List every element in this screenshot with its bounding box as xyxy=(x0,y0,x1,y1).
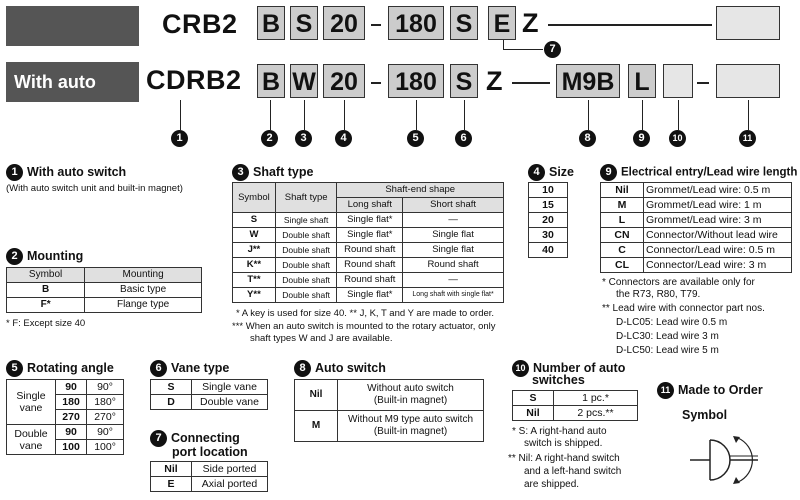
sec11-title-text: Made to Order xyxy=(678,382,763,397)
sec8-title xyxy=(294,360,386,377)
cell: M xyxy=(295,411,338,442)
cell: Double shaft xyxy=(275,258,337,273)
sec1-number: 1 xyxy=(6,164,23,181)
sec9-note-1: * Connectors are available only for xyxy=(602,277,755,288)
code-vane: S xyxy=(450,6,478,40)
switch-count-table xyxy=(512,390,638,421)
cell: 40 xyxy=(529,243,568,258)
sec4-title xyxy=(528,164,574,181)
cell: 90 xyxy=(56,425,87,440)
leader xyxy=(678,100,679,130)
cell: 20 xyxy=(529,213,568,228)
sec6-title xyxy=(150,360,229,377)
th-shaft-type: Shaft type xyxy=(275,183,337,213)
cell: Single vane xyxy=(7,380,56,425)
cell: 1 pc.* xyxy=(554,391,638,406)
leader xyxy=(416,100,417,130)
cell: T** xyxy=(233,273,276,288)
sec10-title-line2: switches xyxy=(532,373,585,387)
code-made-to-order-blank xyxy=(716,6,780,40)
sec10-note-4: and a left-hand switch xyxy=(524,466,622,477)
cell: 180° xyxy=(87,395,124,410)
sec3-number: 3 xyxy=(232,164,249,181)
callout-1: 1 xyxy=(171,130,188,147)
cell: Round shaft xyxy=(403,258,504,273)
sec9-note-3: ** Lead wire with connector part nos. xyxy=(602,303,765,314)
cell: Single flat* xyxy=(337,288,403,303)
lead-wire-table xyxy=(600,182,792,273)
sec5-number: 5 xyxy=(6,360,23,377)
cell-line: (Built-in magnet) xyxy=(373,426,448,437)
sec9-note-5: D-LC30: Lead wire 3 m xyxy=(616,331,719,342)
model-code-cdrb2: CDRB2 xyxy=(146,65,242,95)
cell: 180 xyxy=(56,395,87,410)
sec9-note-6: D-LC50: Lead wire 5 m xyxy=(616,345,719,356)
cell: Nil xyxy=(601,183,644,198)
cell: Double shaft xyxy=(275,243,337,258)
th-symbol: Symbol xyxy=(233,183,276,213)
cell: D xyxy=(151,395,192,410)
cell: F* xyxy=(7,298,85,313)
cell: 15 xyxy=(529,198,568,213)
cell-line: Without M9 type auto switch xyxy=(347,414,474,425)
cell: 270 xyxy=(56,410,87,425)
cell: E xyxy=(151,477,192,492)
sec10-number: 10 xyxy=(512,360,529,377)
row2-codes xyxy=(0,64,800,100)
leader xyxy=(748,100,749,130)
cell: Basic type xyxy=(85,283,202,298)
cell: Round shaft xyxy=(337,243,403,258)
cell: C xyxy=(601,243,644,258)
leader xyxy=(464,100,465,130)
sec3-note-1: * A key is used for size 40. ** J, K, T and Y are made to order. xyxy=(236,308,495,319)
port-location-table xyxy=(150,461,268,492)
sec2-note: * F: Except size 40 xyxy=(6,318,86,329)
leader xyxy=(642,100,643,130)
cell: Double vane xyxy=(192,395,268,410)
cell: M xyxy=(601,198,644,213)
cell: Single flat xyxy=(403,243,504,258)
cell: CN xyxy=(601,228,644,243)
cell: W xyxy=(233,228,276,243)
code-mounting: B xyxy=(257,64,285,98)
dash xyxy=(512,82,550,84)
cell: Single flat xyxy=(403,228,504,243)
cell: CL xyxy=(601,258,644,273)
code-z: Z xyxy=(486,66,503,96)
cell: B xyxy=(7,283,85,298)
line xyxy=(548,24,712,26)
cell: 90 xyxy=(56,380,87,395)
sec10-note-1: * S: A right-hand auto xyxy=(512,426,607,437)
sec3-note-2: *** When an auto switch is mounted to the rotary actuator, only xyxy=(232,321,496,332)
sec11-number: 11 xyxy=(657,382,674,399)
sec11-symbol-label: Symbol xyxy=(682,408,728,422)
leader xyxy=(344,100,345,130)
th-mounting: Mounting xyxy=(85,268,202,283)
cell: Double vane xyxy=(7,425,56,455)
cell: 10 xyxy=(529,183,568,198)
code-z: Z xyxy=(522,8,539,38)
leader xyxy=(588,100,589,130)
cell: Flange type xyxy=(85,298,202,313)
cell: Grommet/Lead wire: 0.5 m xyxy=(644,183,792,198)
sec2-title xyxy=(6,248,83,265)
mounting-table xyxy=(6,267,202,313)
code-made-to-order-blank xyxy=(716,64,780,98)
cell: Nil xyxy=(151,462,192,477)
code-size: 20 xyxy=(323,64,365,98)
th-symbol: Symbol xyxy=(7,268,85,283)
rotary-actuator-symbol-icon xyxy=(680,428,780,492)
cell: Single flat* xyxy=(337,228,403,243)
sec4-title-text: Size xyxy=(549,164,575,179)
code-auto-switch: M9B xyxy=(556,64,620,98)
code-size: 20 xyxy=(323,6,365,40)
callout-9: 9 xyxy=(633,130,650,147)
dash xyxy=(371,24,381,26)
sec10-title-line1: Number of auto xyxy=(533,360,626,375)
cell: Grommet/Lead wire: 1 m xyxy=(644,198,792,213)
cell: J** xyxy=(233,243,276,258)
sec10-note-3: ** Nil: A right-hand switch xyxy=(508,453,620,464)
cell: S xyxy=(233,213,276,228)
th-short: Short shaft xyxy=(403,198,504,213)
callout-3: 3 xyxy=(295,130,312,147)
code-shaft: W xyxy=(290,64,318,98)
rotating-angle-table xyxy=(6,379,124,455)
cell: Long shaft with single flat* xyxy=(403,288,504,303)
code-lead-wire: L xyxy=(628,64,656,98)
cell: Single vane xyxy=(192,380,268,395)
sec7-title-line1: Connecting xyxy=(171,430,240,445)
code-port: E xyxy=(488,6,516,40)
cell: — xyxy=(403,213,504,228)
cell: Side ported xyxy=(192,462,268,477)
callout-10: 10 xyxy=(669,130,686,147)
callout-8: 8 xyxy=(579,130,596,147)
cell-line: (Built-in magnet) xyxy=(373,395,448,406)
cell: K** xyxy=(233,258,276,273)
shaft-type-table xyxy=(232,182,504,303)
callout-11: 11 xyxy=(739,130,756,147)
sec2-title-text: Mounting xyxy=(27,248,84,263)
model-code-crb2: CRB2 xyxy=(162,9,238,39)
cell: — xyxy=(403,273,504,288)
sec10-note-2: switch is shipped. xyxy=(524,438,603,449)
sec11-title xyxy=(657,382,763,399)
sec8-title-text: Auto switch xyxy=(315,360,386,375)
cell: S xyxy=(151,380,192,395)
sec6-number: 6 xyxy=(150,360,167,377)
cell-line: Without auto switch xyxy=(367,383,454,394)
dash xyxy=(371,82,381,84)
size-table xyxy=(528,182,568,258)
sec5-title xyxy=(6,360,114,377)
cell: Single shaft xyxy=(275,213,337,228)
cell: Double shaft xyxy=(275,288,337,303)
code-mounting: B xyxy=(257,6,285,40)
callout-6: 6 xyxy=(455,130,472,147)
code-angle: 180 xyxy=(388,64,444,98)
row1-codes xyxy=(0,6,800,42)
leader xyxy=(503,49,543,50)
cell: Round shaft xyxy=(337,273,403,288)
cell: 100° xyxy=(87,440,124,455)
cell: Round shaft xyxy=(337,258,403,273)
sec4-number: 4 xyxy=(528,164,545,181)
sec6-title-text: Vane type xyxy=(171,360,230,375)
banner-label: With auto switch xyxy=(14,72,96,132)
cell: Single flat* xyxy=(337,213,403,228)
cell: L xyxy=(601,213,644,228)
sec1-title xyxy=(6,164,126,181)
sec1-title-text: With auto switch xyxy=(27,164,127,179)
sec2-number: 2 xyxy=(6,248,23,265)
callout-2: 2 xyxy=(261,130,278,147)
cell: 90° xyxy=(87,380,124,395)
sec3-title-text: Shaft type xyxy=(253,164,314,179)
sec8-number: 8 xyxy=(294,360,311,377)
cell: Y** xyxy=(233,288,276,303)
sec9-note-4: D-LC05: Lead wire 0.5 m xyxy=(616,317,728,328)
sec9-title-text: Electrical entry/Lead wire length xyxy=(621,166,798,179)
cell: S xyxy=(513,391,554,406)
cell: Grommet/Lead wire: 3 m xyxy=(644,213,792,228)
th-long: Long shaft xyxy=(337,198,403,213)
sec7-number: 7 xyxy=(150,430,167,447)
sec1-desc: (With auto switch unit and built-in magnet) xyxy=(6,183,183,194)
leader xyxy=(270,100,271,130)
cell: 90° xyxy=(87,425,124,440)
cell: Nil xyxy=(295,380,338,411)
sec9-title xyxy=(600,164,797,181)
cell: 100 xyxy=(56,440,87,455)
cell: 270° xyxy=(87,410,124,425)
code-vane: S xyxy=(450,64,478,98)
dash xyxy=(697,82,709,84)
code-number-blank xyxy=(663,64,693,98)
cell: 30 xyxy=(529,228,568,243)
vane-type-table xyxy=(150,379,268,410)
cell: Connector/Without lead wire xyxy=(644,228,792,243)
leader xyxy=(304,100,305,130)
sec3-note-3: shaft types W and J are available. xyxy=(250,333,393,344)
sec9-note-2: the R73, R80, T79. xyxy=(616,289,701,300)
leader xyxy=(180,100,181,130)
th-shaft-end: Shaft-end shape xyxy=(337,183,504,198)
callout-7: 7 xyxy=(544,41,561,58)
cell: Connector/Lead wire: 0.5 m xyxy=(644,243,792,258)
callout-4: 4 xyxy=(335,130,352,147)
cell: Connector/Lead wire: 3 m xyxy=(644,258,792,273)
code-angle: 180 xyxy=(388,6,444,40)
sec9-number: 9 xyxy=(600,164,617,181)
sec7-title-line2: port location xyxy=(172,445,248,459)
sec5-title-text: Rotating angle xyxy=(27,360,114,375)
cell: 2 pcs.** xyxy=(554,406,638,421)
cell: Axial ported xyxy=(192,477,268,492)
cell: Nil xyxy=(513,406,554,421)
callout-5: 5 xyxy=(407,130,424,147)
cell: Double shaft xyxy=(275,228,337,243)
cell: Double shaft xyxy=(275,273,337,288)
auto-switch-table xyxy=(294,379,484,442)
sec3-title xyxy=(232,164,313,181)
code-shaft: S xyxy=(290,6,318,40)
sec10-note-5: are shipped. xyxy=(524,479,580,490)
